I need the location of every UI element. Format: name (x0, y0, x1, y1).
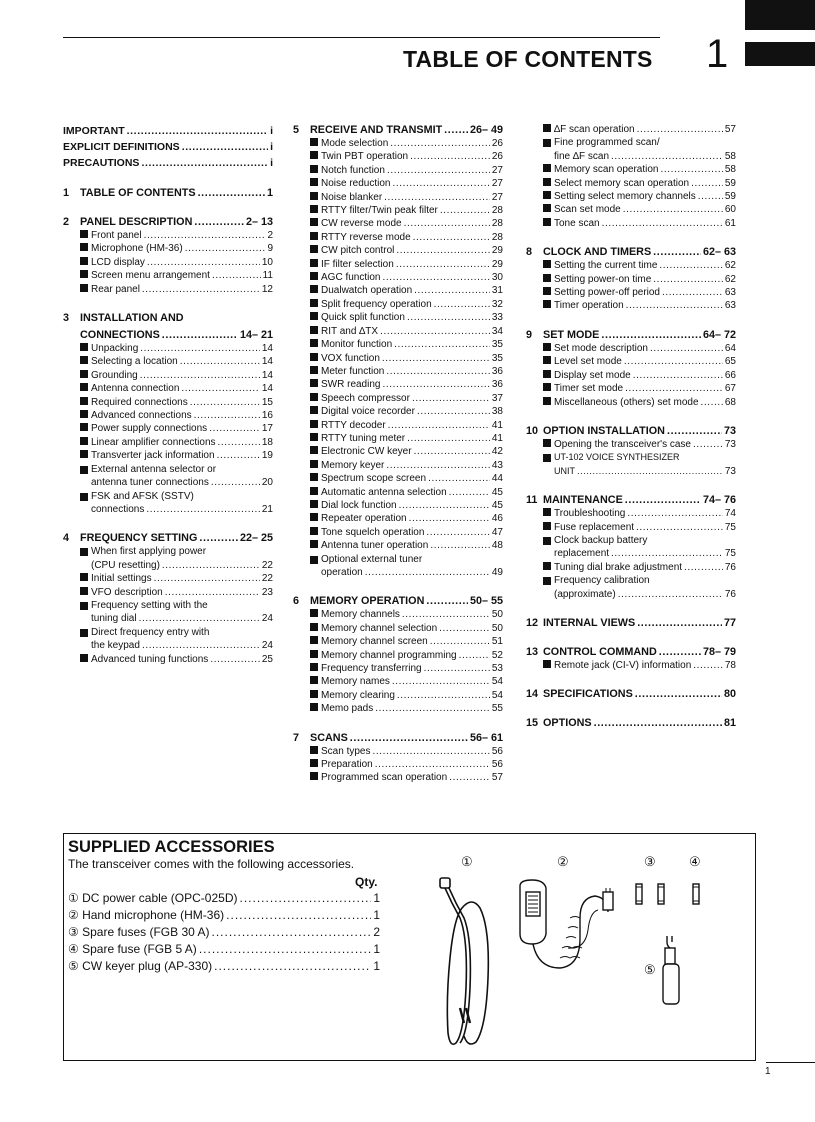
toc-entry[interactable]: EXPLICIT DEFINITIONS ..... i (63, 139, 273, 155)
toc-section-line1[interactable]: 3 INSTALLATION AND (63, 312, 184, 325)
spare-fuse-5a-icon (693, 884, 699, 904)
qty-header: Qty. (355, 875, 378, 889)
toc-item[interactable]: VOX function ..... 35 (293, 352, 503, 365)
toc-item[interactable]: Preparation ..... 56 (293, 758, 503, 771)
cw-keyer-plug-icon (663, 936, 679, 1004)
toc-item[interactable]: SWR reading ..... 36 (293, 378, 503, 391)
accessory-item: ① DC power cable (OPC-025D) ..... 1 (68, 890, 380, 907)
toc-item[interactable]: Transverter jack information ..... 19 (63, 449, 273, 462)
toc-item[interactable]: Antenna connection ..... 14 (63, 382, 273, 395)
toc-item[interactable]: replacement ..... 75 (526, 547, 736, 560)
toc-item-line1[interactable]: When first applying power (63, 545, 273, 558)
toc-item[interactable]: Electronic CW keyer ..... 42 (293, 445, 503, 458)
toc-item[interactable]: tuning dial ..... 24 (63, 612, 273, 625)
toc-item[interactable]: IF filter selection ..... 29 (293, 258, 503, 271)
toc-section[interactable]: 11 MAINTENANCE ..... 74– 76 (526, 493, 736, 507)
spare-fuse-30a-icon (636, 884, 664, 904)
chapter-tab-bottom (745, 42, 815, 66)
toc-item[interactable]: CW reverse mode ..... 28 (293, 217, 503, 230)
toc-item[interactable]: RTTY decoder ..... 41 (293, 419, 503, 432)
footer-rule (766, 1062, 815, 1063)
toc-item[interactable]: Fuse replacement ..... 75 (526, 521, 736, 534)
toc-item[interactable]: Unpacking ..... 14 (63, 342, 273, 355)
toc-item[interactable]: Programmed scan operation ..... 57 (293, 771, 503, 784)
toc-item[interactable]: Setting power-off period ..... 63 (526, 286, 736, 299)
toc-item[interactable]: Meter function ..... 36 (293, 365, 503, 378)
toc-item[interactable]: Scan set mode ..... 60 (526, 203, 736, 216)
toc-item[interactable]: Frequency transferring ..... 53 (293, 662, 503, 675)
fig-label-2: ② (557, 854, 569, 869)
toc-item[interactable]: Level set mode ..... 65 (526, 355, 736, 368)
accessory-item: ④ Spare fuse (FGB 5 A) ..... 1 (68, 941, 380, 958)
toc-item[interactable]: Monitor function ..... 35 (293, 338, 503, 351)
accessory-item: ③ Spare fuses (FGB 30 A) ..... 2 (68, 924, 380, 941)
toc-item[interactable]: Quick split function ..... 33 (293, 311, 503, 324)
page-title: TABLE OF CONTENTS (403, 46, 653, 72)
toc-section[interactable]: 4 FREQUENCY SETTING ..... 22– 25 (63, 531, 273, 545)
toc-item[interactable]: Notch function ..... 27 (293, 164, 503, 177)
toc-item[interactable]: (approximate) ..... 76 (526, 588, 736, 601)
toc-item[interactable]: Setting the current time ..... 62 (526, 259, 736, 272)
toc-item[interactable]: ∆F scan operation ..... 57 (526, 123, 736, 136)
toc-item[interactable]: Memory channel programming ..... 52 (293, 649, 503, 662)
toc-item-line1[interactable]: FSK and AFSK (SSTV) (63, 490, 273, 503)
toc-item[interactable]: Screen menu arrangement ..... 11 (63, 269, 273, 282)
toc-item[interactable]: Memory channel screen ..... 51 (293, 635, 503, 648)
toc-item[interactable]: Dualwatch operation ..... 31 (293, 284, 503, 297)
toc-item[interactable]: RTTY tuning meter ..... 41 (293, 432, 503, 445)
toc-item[interactable]: Front panel ..... 2 (63, 229, 273, 242)
toc-item[interactable]: Rear panel ..... 12 (63, 283, 273, 296)
toc-column-1 (63, 123, 273, 666)
header-rule (63, 37, 660, 38)
toc-item[interactable]: Select memory scan operation ..... 59 (526, 177, 736, 190)
toc-item-line1[interactable]: UT-102 VOICE SYNTHESIZER (526, 451, 736, 464)
toc-item[interactable]: Required connections ..... 15 (63, 396, 273, 409)
chapter-number: 1 (706, 32, 729, 76)
toc-section[interactable]: 10 OPTION INSTALLATION ..... 73 (526, 424, 736, 438)
toc-item[interactable]: Mode selection ..... 26 (293, 137, 503, 150)
toc-item[interactable]: Remote jack (CI-V) information ..... 78 (526, 659, 736, 672)
fig-label-1: ① (461, 854, 473, 869)
toc-item[interactable]: Initial settings ..... 22 (63, 572, 273, 585)
toc-item[interactable]: VFO description ..... 23 (63, 586, 273, 599)
toc-item[interactable]: Speech compressor ..... 37 (293, 392, 503, 405)
toc-item[interactable]: Setting power-on time ..... 62 (526, 273, 736, 286)
toc-item[interactable]: Memo pads ..... 55 (293, 702, 503, 715)
toc-section[interactable]: CONNECTIONS ..... 14– 21 (63, 328, 273, 342)
toc-section[interactable]: 1 TABLE OF CONTENTS ..... 1 (63, 186, 273, 200)
toc-section[interactable]: 14 SPECIFICATIONS ..... 80 (526, 687, 736, 701)
toc-item[interactable]: Timer set mode ..... 67 (526, 382, 736, 395)
fig-label-4: ④ (689, 854, 701, 869)
toc-section[interactable]: 2 PANEL DESCRIPTION ..... 2– 13 (63, 215, 273, 229)
toc-item-line1[interactable]: Frequency setting with the (63, 599, 273, 612)
toc-item[interactable]: Memory scan operation ..... 58 (526, 163, 736, 176)
toc-section[interactable]: 12 INTERNAL VIEWS ..... 77 (526, 616, 736, 630)
toc-item[interactable]: Memory keyer ..... 43 (293, 459, 503, 472)
toc-item[interactable]: connections ..... 21 (63, 503, 273, 516)
fig-label-3: ③ (644, 854, 656, 869)
fig-label-5: ⑤ (644, 962, 656, 977)
toc-item[interactable]: the keypad ..... 24 (63, 639, 273, 652)
toc-item[interactable]: Spectrum scope screen ..... 44 (293, 472, 503, 485)
toc-item[interactable]: Split frequency operation ..... 32 (293, 298, 503, 311)
toc-entry[interactable]: IMPORTANT ..... i (63, 123, 273, 139)
toc-item[interactable]: Tone squelch operation ..... 47 (293, 526, 503, 539)
toc-item[interactable]: Advanced connections ..... 16 (63, 409, 273, 422)
toc-item[interactable]: Memory names ..... 54 (293, 675, 503, 688)
toc-item-line1[interactable]: Direct frequency entry with (63, 626, 273, 639)
toc-entry[interactable]: PRECAUTIONS ..... i (63, 155, 273, 171)
toc-item[interactable]: Microphone (HM-36) ..... 9 (63, 242, 273, 255)
toc-item[interactable]: operation ..... 49 (293, 566, 503, 579)
accessories-drawing (420, 848, 740, 1053)
toc-item-line1[interactable]: Optional external tuner (293, 553, 503, 566)
toc-section[interactable]: 15 OPTIONS ..... 81 (526, 716, 736, 730)
toc-item[interactable]: Automatic antenna selection ..... 45 (293, 486, 503, 499)
toc-item[interactable]: Selecting a location ..... 14 (63, 355, 273, 368)
toc-item-line1[interactable]: Clock backup battery (526, 534, 736, 547)
toc-item[interactable]: Grounding ..... 14 (63, 369, 273, 382)
toc-item[interactable]: Linear amplifier connections ..... 18 (63, 436, 273, 449)
accessories-list (68, 890, 380, 975)
toc-item[interactable]: Troubleshooting ..... 74 (526, 507, 736, 520)
toc-item[interactable]: Repeater operation ..... 46 (293, 512, 503, 525)
toc-column-3 (526, 123, 736, 730)
toc-item[interactable]: Tuning dial brake adjustment ..... 76 (526, 561, 736, 574)
toc-item[interactable]: Set mode description ..... 64 (526, 342, 736, 355)
toc-item[interactable]: UNIT ..... 73 (526, 465, 736, 478)
toc-item[interactable]: Display set mode ..... 66 (526, 369, 736, 382)
toc-item[interactable]: Memory channel selection ..... 50 (293, 622, 503, 635)
page-number: 1 (765, 1066, 771, 1077)
toc-item[interactable]: RIT and ∆TX ..... 34 (293, 325, 503, 338)
toc-item[interactable]: Antenna tuner operation ..... 48 (293, 539, 503, 552)
toc-item[interactable]: Scan types ..... 56 (293, 745, 503, 758)
toc-item[interactable]: Dial lock function ..... 45 (293, 499, 503, 512)
toc-item-line1[interactable]: Frequency calibration (526, 574, 736, 587)
chapter-tab-top (745, 0, 815, 30)
toc-section[interactable]: 6 MEMORY OPERATION ..... 50– 55 (293, 594, 503, 608)
toc-item[interactable]: (CPU resetting) ..... 22 (63, 559, 273, 572)
toc-column-2 (293, 123, 503, 785)
dc-power-cable-icon (440, 878, 488, 1044)
hand-microphone-icon (520, 880, 613, 968)
toc-section[interactable]: 7 SCANS ..... 56– 61 (293, 731, 503, 745)
toc-item[interactable]: Opening the transceiver's case ..... 73 (526, 438, 736, 451)
toc-item[interactable]: RTTY reverse mode ..... 28 (293, 231, 503, 244)
toc-item[interactable]: LCD display ..... 10 (63, 256, 273, 269)
toc-item[interactable]: CW pitch control ..... 29 (293, 244, 503, 257)
toc-item[interactable]: Advanced tuning functions ..... 25 (63, 653, 273, 666)
toc-item[interactable]: Tone scan ..... 61 (526, 217, 736, 230)
toc-item[interactable]: antenna tuner connections ..... 20 (63, 476, 273, 489)
toc-item[interactable]: AGC function ..... 30 (293, 271, 503, 284)
accessories-illustration (420, 848, 740, 1053)
accessory-item: ② Hand microphone (HM-36) ..... 1 (68, 907, 380, 924)
toc-item[interactable]: Power supply connections ..... 17 (63, 422, 273, 435)
toc-item[interactable]: Noise blanker ..... 27 (293, 191, 503, 204)
toc-section[interactable]: 8 CLOCK AND TIMERS ..... 62– 63 (526, 245, 736, 259)
toc-item-line1[interactable]: External antenna selector or (63, 463, 273, 476)
toc-item-line1[interactable]: Fine programmed scan/ (526, 136, 736, 149)
accessories-title: SUPPLIED ACCESSORIES (68, 838, 275, 856)
accessories-intro: The transceiver comes with the following accessories. (68, 857, 355, 871)
toc-item[interactable]: Setting select memory channels ..... 59 (526, 190, 736, 203)
toc-item[interactable]: Miscellaneous (others) set mode ..... 68 (526, 396, 736, 409)
toc-item[interactable]: Digital voice recorder ..... 38 (293, 405, 503, 418)
toc-item[interactable]: Noise reduction ..... 27 (293, 177, 503, 190)
toc-item[interactable]: Twin PBT operation ..... 26 (293, 150, 503, 163)
accessory-item: ⑤ CW keyer plug (AP-330) ..... 1 (68, 958, 380, 975)
toc-item[interactable]: fine ∆F scan ..... 58 (526, 150, 736, 163)
toc-section[interactable]: 9 SET MODE ..... 64– 72 (526, 328, 736, 342)
toc-section[interactable]: 13 CONTROL COMMAND ..... 78– 79 (526, 645, 736, 659)
toc-section[interactable]: 5 RECEIVE AND TRANSMIT ..... 26– 49 (293, 123, 503, 137)
toc-item[interactable]: RTTY filter/Twin peak filter ..... 28 (293, 204, 503, 217)
toc-item[interactable]: Timer operation ..... 63 (526, 299, 736, 312)
toc-item[interactable]: Memory clearing ..... 54 (293, 689, 503, 702)
toc-item[interactable]: Memory channels ..... 50 (293, 608, 503, 621)
